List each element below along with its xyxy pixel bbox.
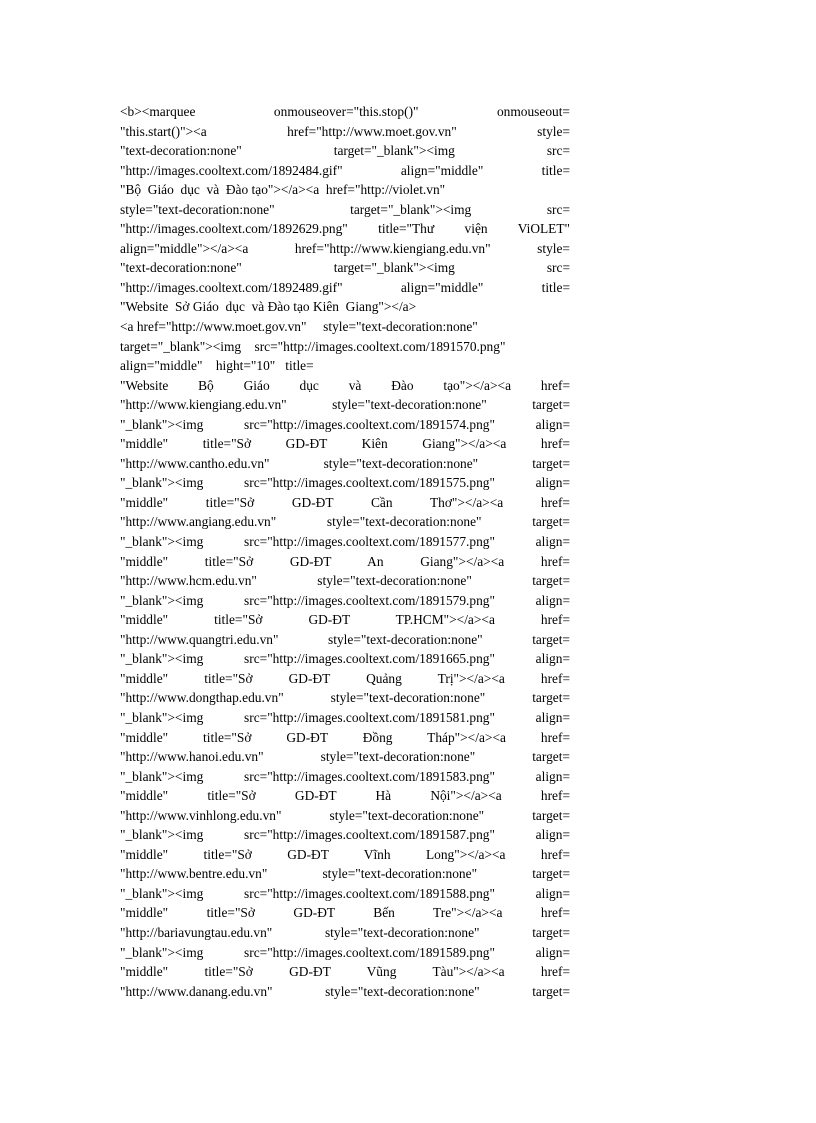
code-line: "_blank"><img src="http://images.cooltext.com/1891583.png" align= — [120, 768, 570, 784]
code-line: align="middle"></a><a href="http://www.kiengiang.edu.vn" style= — [120, 240, 570, 256]
code-line: "http://www.hanoi.edu.vn" style="text-decoration:none" target= — [120, 749, 570, 765]
code-line: align="middle" hight="10" title= — [120, 358, 314, 374]
code-line: "http://www.kiengiang.edu.vn" style="text-decoration:none" target= — [120, 397, 570, 413]
code-line: style="text-decoration:none" target="_blank"><img src= — [120, 201, 570, 217]
html-code-text — [120, 102, 570, 1001]
code-line: "http://www.cantho.edu.vn" style="text-decoration:none" target= — [120, 455, 570, 471]
code-line: "Website Bộ Giáo dục và Đào tạo"></a><a href= — [120, 377, 570, 393]
code-line: "Bộ Giáo dục và Đào tạo"></a><a href="http://violet.vn" — [120, 182, 446, 198]
code-line: "http://images.cooltext.com/1892484.gif" align="middle" title= — [120, 162, 570, 178]
code-line: "http://www.vinhlong.edu.vn" style="text-decoration:none" target= — [120, 807, 570, 823]
code-line: "http://www.hcm.edu.vn" style="text-decoration:none" target= — [120, 573, 570, 589]
code-line: "middle" title="Sở GD-ĐT Quảng Trị"></a><a href= — [120, 670, 570, 686]
code-line: "_blank"><img src="http://images.cooltext.com/1891574.png" align= — [120, 416, 570, 432]
code-line: "http://www.bentre.edu.vn" style="text-decoration:none" target= — [120, 866, 570, 882]
code-line: "text-decoration:none" target="_blank"><img src= — [120, 143, 570, 159]
code-line: "_blank"><img src="http://images.cooltext.com/1891577.png" align= — [120, 534, 570, 550]
code-line: "http://images.cooltext.com/1892489.gif" align="middle" title= — [120, 279, 570, 295]
code-line: "middle" title="Sở GD-ĐT Vĩnh Long"></a><a href= — [120, 846, 570, 862]
code-line: "this.start()"><a href="http://www.moet.gov.vn" style= — [120, 123, 570, 139]
code-line: target="_blank"><img src="http://images.cooltext.com/1891570.png" — [120, 338, 506, 354]
code-line: <b><marquee onmouseover="this.stop()" onmouseout= — [120, 104, 570, 119]
code-line: "_blank"><img src="http://images.cooltext.com/1891587.png" align= — [120, 827, 570, 843]
code-line: "middle" title="Sở GD-ĐT An Giang"></a><a href= — [120, 553, 570, 569]
code-line: "middle" title="Sở GD-ĐT TP.HCM"></a><a href= — [120, 612, 570, 628]
code-line: "_blank"><img src="http://images.cooltext.com/1891581.png" align= — [120, 709, 570, 725]
code-line: "middle" title="Sở GD-ĐT Đồng Tháp"></a><a href= — [120, 729, 570, 745]
code-line: "middle" title="Sở GD-ĐT Bến Tre"></a><a href= — [120, 905, 570, 921]
code-line: "http://images.cooltext.com/1892629.png" title="Thư viện ViOLET" — [120, 221, 570, 237]
code-line: "http://www.dongthap.edu.vn" style="text-decoration:none" target= — [120, 690, 570, 706]
code-line: "http://bariavungtau.edu.vn" style="text-decoration:none" target= — [120, 924, 570, 940]
code-line: "Website Sở Giáo dục và Đào tạo Kiên Giang"></a> — [120, 299, 417, 315]
code-line: "text-decoration:none" target="_blank"><img src= — [120, 260, 570, 276]
code-line: <a href="http://www.moet.gov.vn" style="text-decoration:none" — [120, 319, 478, 335]
code-line: "middle" title="Sở GD-ĐT Vũng Tàu"></a><a href= — [120, 964, 570, 980]
code-line: "http://www.quangtri.edu.vn" style="text-decoration:none" target= — [120, 631, 570, 647]
code-line: "_blank"><img src="http://images.cooltext.com/1891575.png" align= — [120, 475, 570, 491]
code-line: "http://www.angiang.edu.vn" style="text-decoration:none" target= — [120, 514, 570, 530]
code-line: "_blank"><img src="http://images.cooltext.com/1891588.png" align= — [120, 885, 570, 901]
code-line: "middle" title="Sở GD-ĐT Kiên Giang"></a><a href= — [120, 436, 570, 452]
code-line: "http://www.danang.edu.vn" style="text-decoration:none" target= — [120, 983, 570, 999]
code-line: "_blank"><img src="http://images.cooltext.com/1891579.png" align= — [120, 592, 570, 608]
code-line: "middle" title="Sở GD-ĐT Cần Thơ"></a><a href= — [120, 494, 570, 510]
code-line: "_blank"><img src="http://images.cooltext.com/1891665.png" align= — [120, 651, 570, 667]
code-line: "_blank"><img src="http://images.cooltext.com/1891589.png" align= — [120, 944, 570, 960]
code-line: "middle" title="Sở GD-ĐT Hà Nội"></a><a href= — [120, 788, 570, 804]
